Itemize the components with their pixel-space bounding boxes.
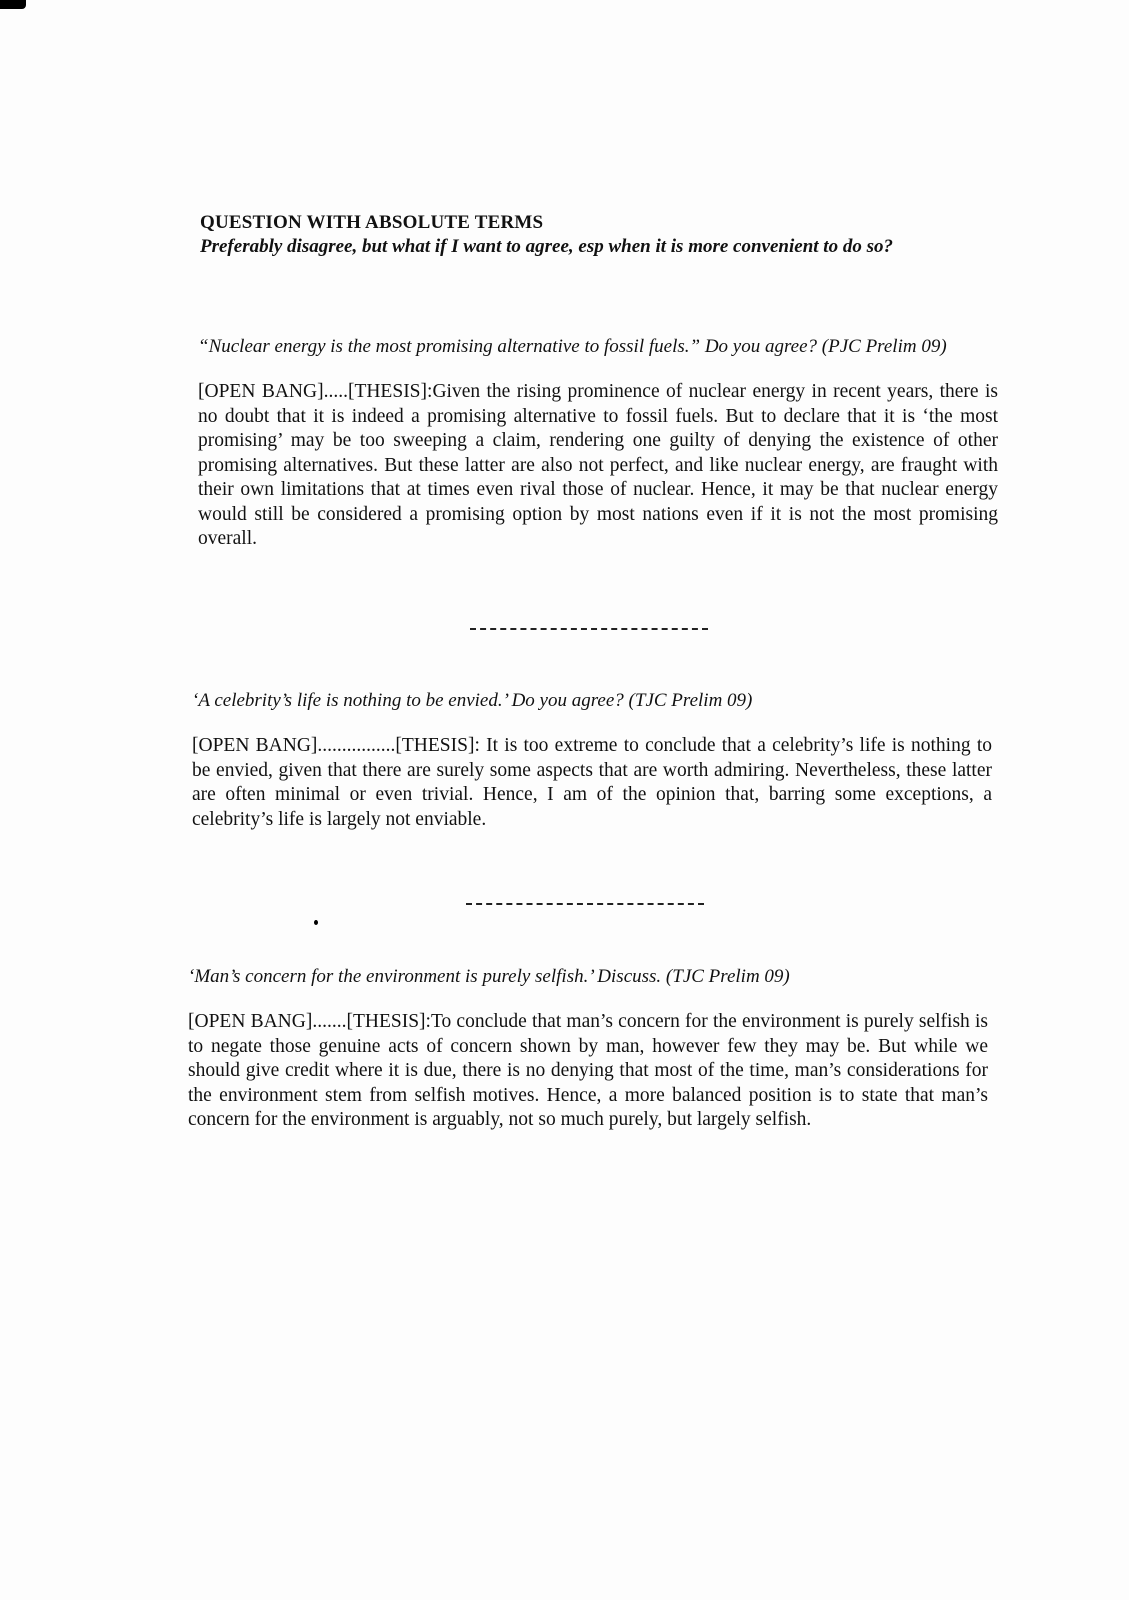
thesis-paragraph: [OPEN BANG].......[THESIS]:To conclude that man’s concern for the environment is purely selfish is to negate those genuine acts of concern shown by man, however few they may be. But while we should give credit where it is due, there is no denying that most of the time, man’s considerations for the environment stem from selfish motives. Hence, a more balanced position is to state that man’s concern for the environment is arguably, not so much purely, but largely selfish. (188, 1011, 988, 1130)
question-block-nuclear (198, 336, 998, 552)
section-title: QUESTION WITH ABSOLUTE TERMS (200, 212, 544, 233)
section-divider (466, 903, 704, 905)
question-block-celebrity (192, 690, 992, 832)
section-divider (470, 628, 708, 630)
thesis-paragraph: [OPEN BANG].....[THESIS]:Given the rising prominence of nuclear energy in recent years, there is no doubt that it is indeed a promising alternative to fossil fuels. But to declare that it is ‘the most promising’ may be too sweeping a claim, rendering one guilty of denying the existence of other promising alternatives. But these latter are also not perfect, and like nuclear energy, are fraught with their own limitations that at times even rival those of nuclear. Hence, it may be that nuclear energy would still be considered a promising option by most nations even if it is not the most promising overall. (198, 381, 998, 549)
section-header (200, 212, 1010, 258)
question-block-environment (188, 966, 988, 1133)
scan-corner-mark (0, 0, 26, 9)
scan-speck (314, 920, 318, 925)
question-prompt: “Nuclear energy is the most promising alternative to fossil fuels.” Do you agree? (PJC Prelim 09) (198, 336, 947, 357)
section-subtitle: Preferably disagree, but what if I want to agree, esp when it is more convenient to do so? (200, 236, 893, 257)
question-prompt: ‘Man’s concern for the environment is purely selfish.’ Discuss. (TJC Prelim 09) (188, 966, 790, 987)
question-prompt: ‘A celebrity’s life is nothing to be envied.’ Do you agree? (TJC Prelim 09) (192, 690, 753, 711)
thesis-paragraph: [OPEN BANG]................[THESIS]: It is too extreme to conclude that a celebrity’s life is nothing to be envied, given that there are surely some aspects that are worth admiring. Nevertheless, these latter are often minimal or even trivial. Hence, I am of the opinion that, barring some exceptions, a celebrity’s life is largely not enviable. (192, 735, 992, 830)
